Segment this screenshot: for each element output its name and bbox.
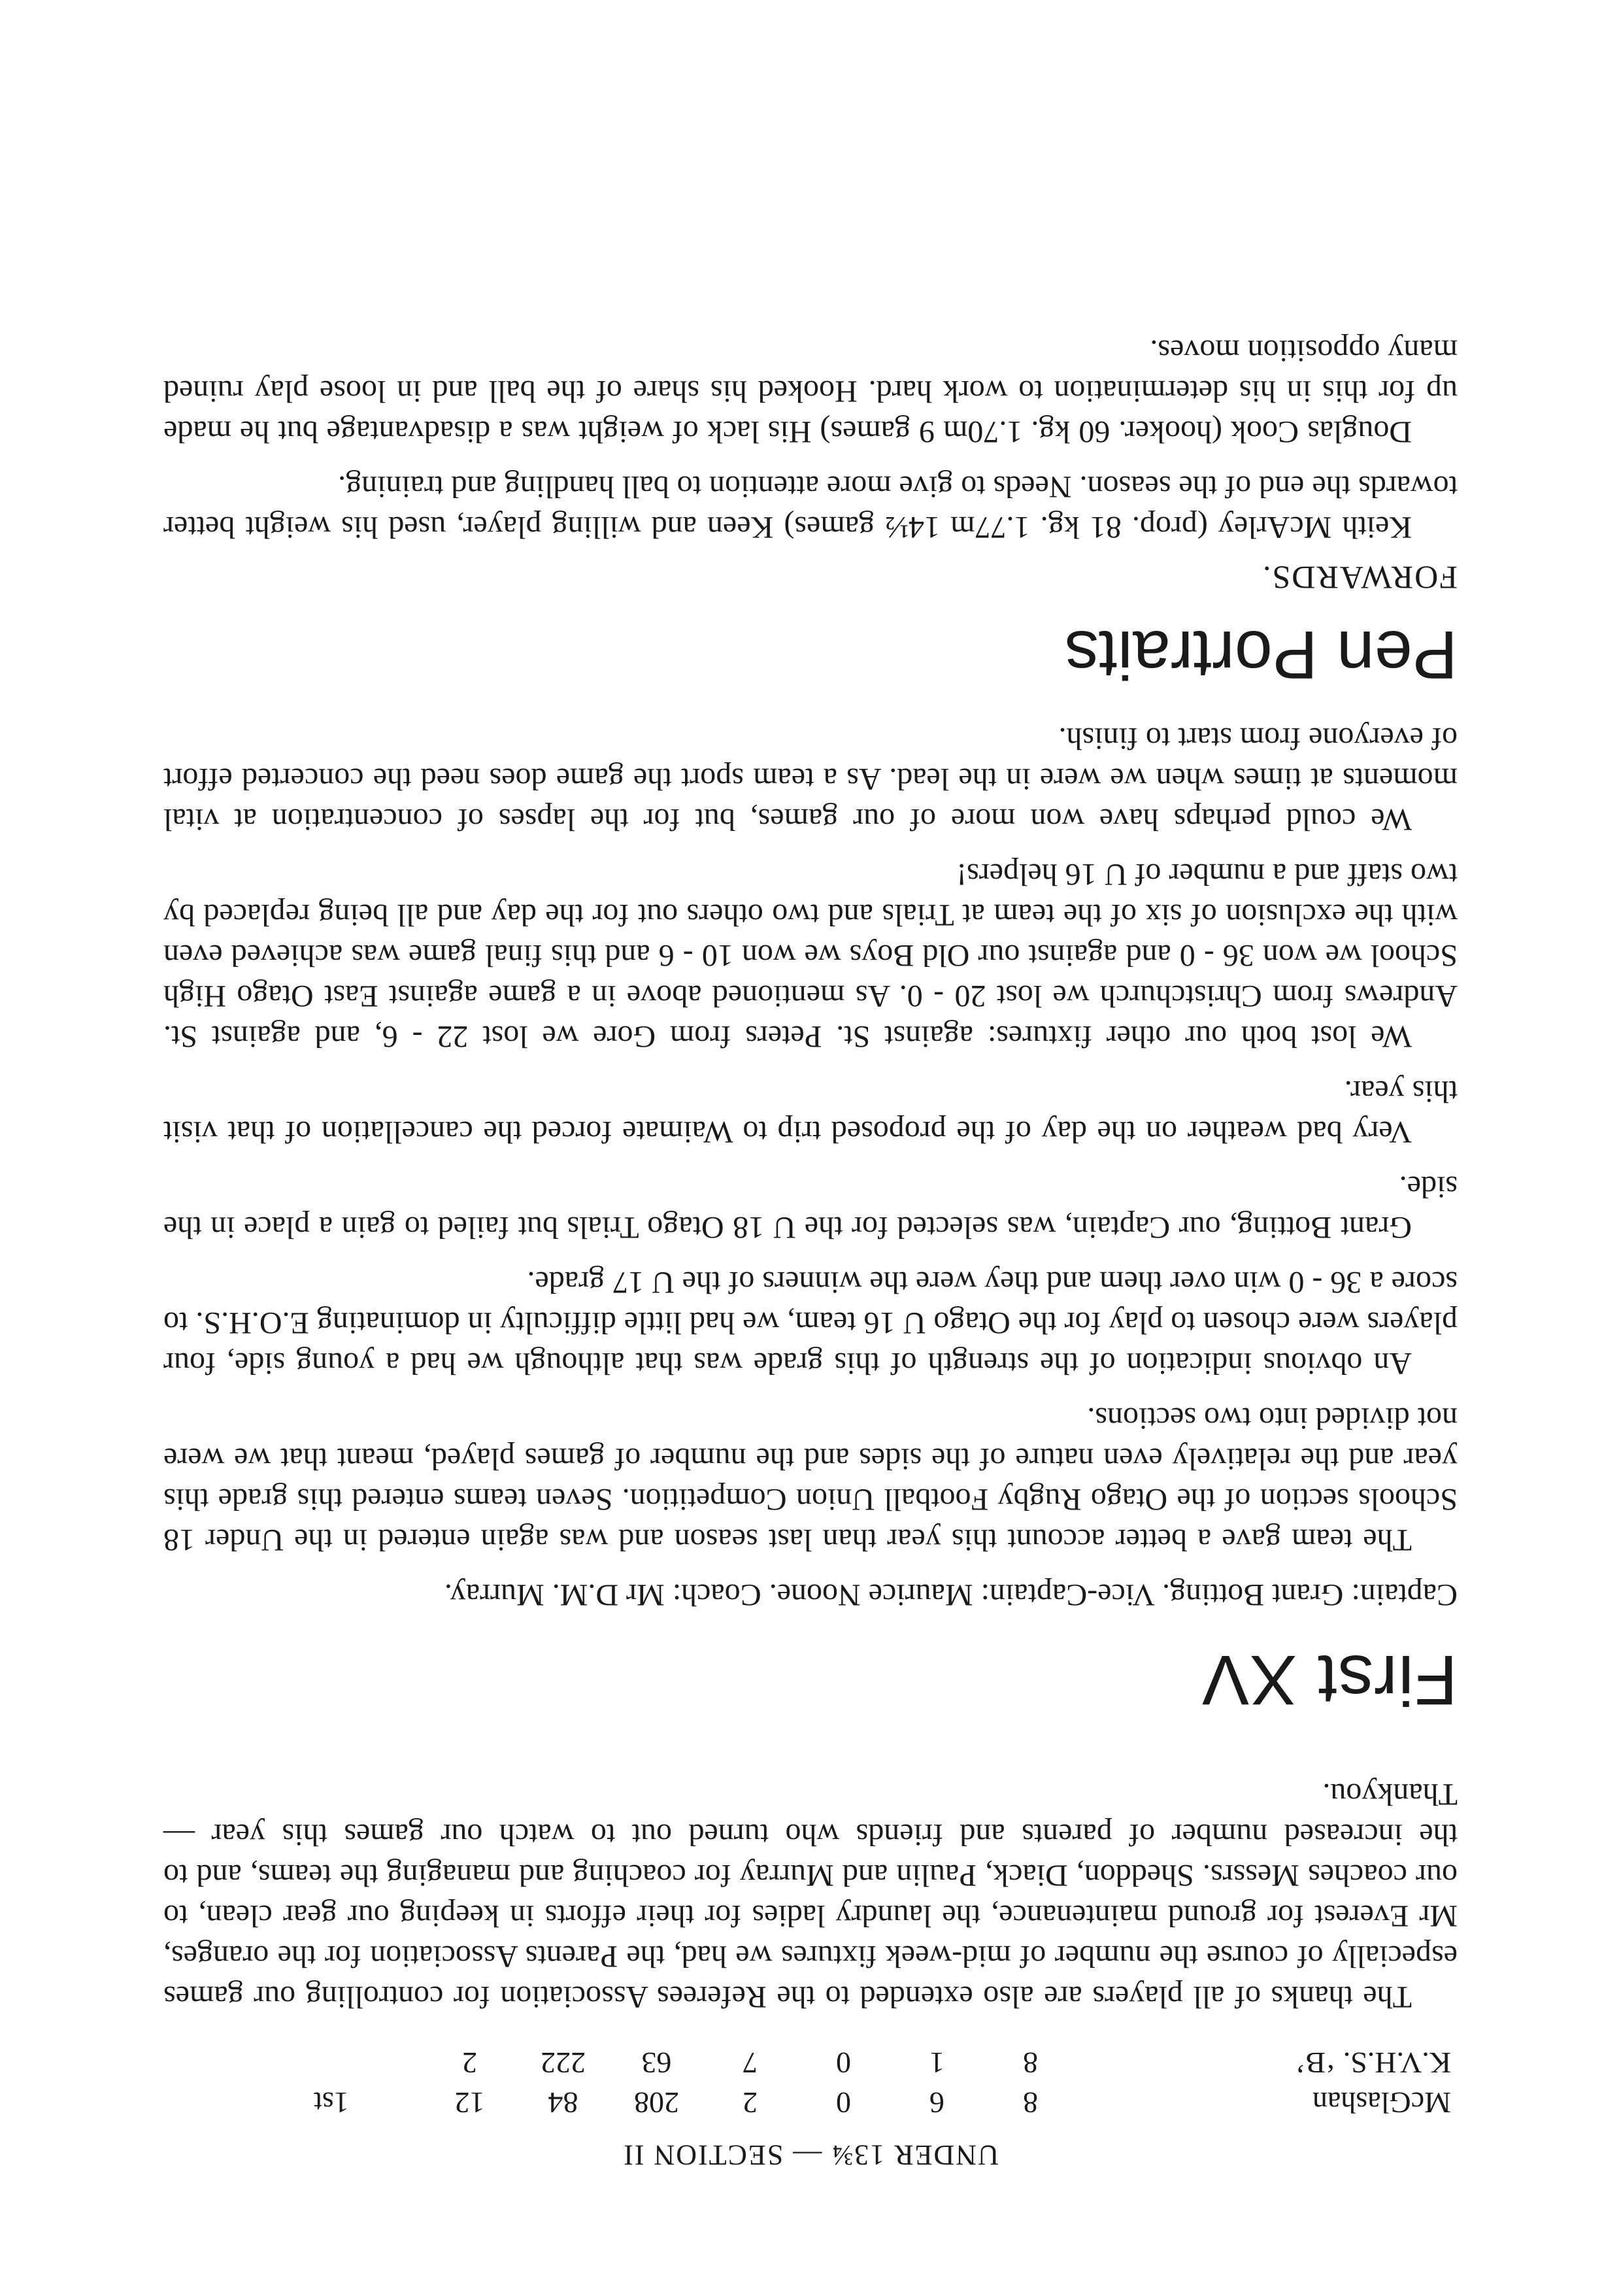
- team-name: McGlashan: [1312, 2086, 1451, 2119]
- captain-line: Captain: Grant Botting. Vice-Captain: Maurice Noone. Coach: Mr D.M. Murray.: [444, 1578, 1458, 1612]
- first-xv-title: First XV: [1201, 1641, 1458, 1720]
- page-content: [163, 316, 1458, 2172]
- results-cell: 8: [1022, 2086, 1038, 2119]
- results-cell: 6: [929, 2086, 944, 2119]
- results-heading: UNDER 13¾ — SECTION II: [622, 2139, 999, 2171]
- forwards-subhead: FORWARDS.: [1261, 560, 1458, 596]
- first-xv-paragraph: We lost both our other fixtures: against St. Peters from Gore we lost 22 - 6, and against St. Andrews from Christchurch we lost 20 - 0. As mentioned above in a game against East Otago High School we won 36 - 0 and against our Old Boys we won 10 - 6 and this final game was achieved even with the exclusion of six of the team at Trials and two others out for the day and all being replaced by two staff and a number of U 16 helpers!: [163, 857, 1458, 1054]
- results-cell: 0: [835, 2046, 851, 2080]
- results-table: [314, 2043, 1451, 2123]
- results-cell: 0: [835, 2086, 851, 2119]
- pen-portrait-entry: Keith McArley (prop. 81 kg. 1.77m 14½ games) Keen and willing player, used his weight better towards the end of the season. Needs to give more attention to ball handling and training.: [163, 469, 1458, 545]
- results-cell: 2: [461, 2046, 477, 2080]
- results-row: [314, 2083, 1451, 2123]
- results-cell: [314, 2043, 423, 2083]
- results-cell: 7: [742, 2046, 758, 2080]
- results-cell: 8: [1022, 2046, 1038, 2080]
- first-xv-paragraph: The team gave a better account this year than last season and was again entered in the Under 18 Schools section of the Otago Rugby Football Union Competition. Seven teams entered this grade this year and the relatively even nature of the sides and the number of games played, meant that we were not divided into two sections.: [163, 1401, 1458, 1557]
- results-cell: 84: [548, 2086, 578, 2119]
- results-cell: 12: [454, 2086, 485, 2119]
- results-cell: 2: [742, 2086, 758, 2119]
- results-cell: 208: [633, 2086, 679, 2119]
- thanks-paragraph: The thanks of all players are also extended to the Referees Association for controlling our games especially of course the number of mid-week fixtures we had, the Parents Association for the oranges, Mr Everest for ground maintenance, the laundry ladies for their efforts in keeping our gear clean, to our coaches Messrs. Sheddon, Diack, Paulin and Murray for coaching and managing the teams, and to the increased number of parents and friends who turned out to watch our games this year — Thankyou.: [163, 1777, 1458, 2014]
- first-xv-paragraph: An obvious indication of the strength of this grade was that although we had a young side, four players were chosen to play for the Otago U 16 team, we had little difficulty in dominating E.O.H.S. to score a 36 - 0 win over them and they were the winners of the U 17 grade.: [163, 1265, 1458, 1381]
- first-xv-paragraph: Very bad weather on the day of the proposed trip to Waimate forced the cancellation of that visit this year.: [163, 1074, 1458, 1149]
- results-row: [314, 2043, 1451, 2083]
- first-xv-paragraph: Grant Botting, our Captain, was selected for the U 18 Otago Trials but failed to gain a place in the side.: [163, 1170, 1458, 1245]
- results-cell: 1: [929, 2046, 944, 2080]
- results-cell: 222: [540, 2046, 586, 2080]
- pen-portraits-title: Pen Portraits: [1064, 616, 1458, 692]
- results-cell: 1st: [314, 2086, 349, 2119]
- first-xv-paragraph: We could perhaps have won more of our games, but for the lapses of concentration at vital moments at times when we were in the lead. As a team sport the game does need the concerted effort of everyone from start to finish.: [163, 721, 1458, 837]
- results-cell: 63: [641, 2046, 672, 2080]
- team-name: K.V.H.S. ‘B’: [1295, 2046, 1451, 2080]
- pen-portrait-entry: Douglas Cook (hooker. 60 kg. 1.70m 9 games) His lack of weight was a disadvantage but he made up for this in his determination to work hard. Hooked his share of the ball and in loose play ruined many opposition moves.: [163, 333, 1458, 449]
